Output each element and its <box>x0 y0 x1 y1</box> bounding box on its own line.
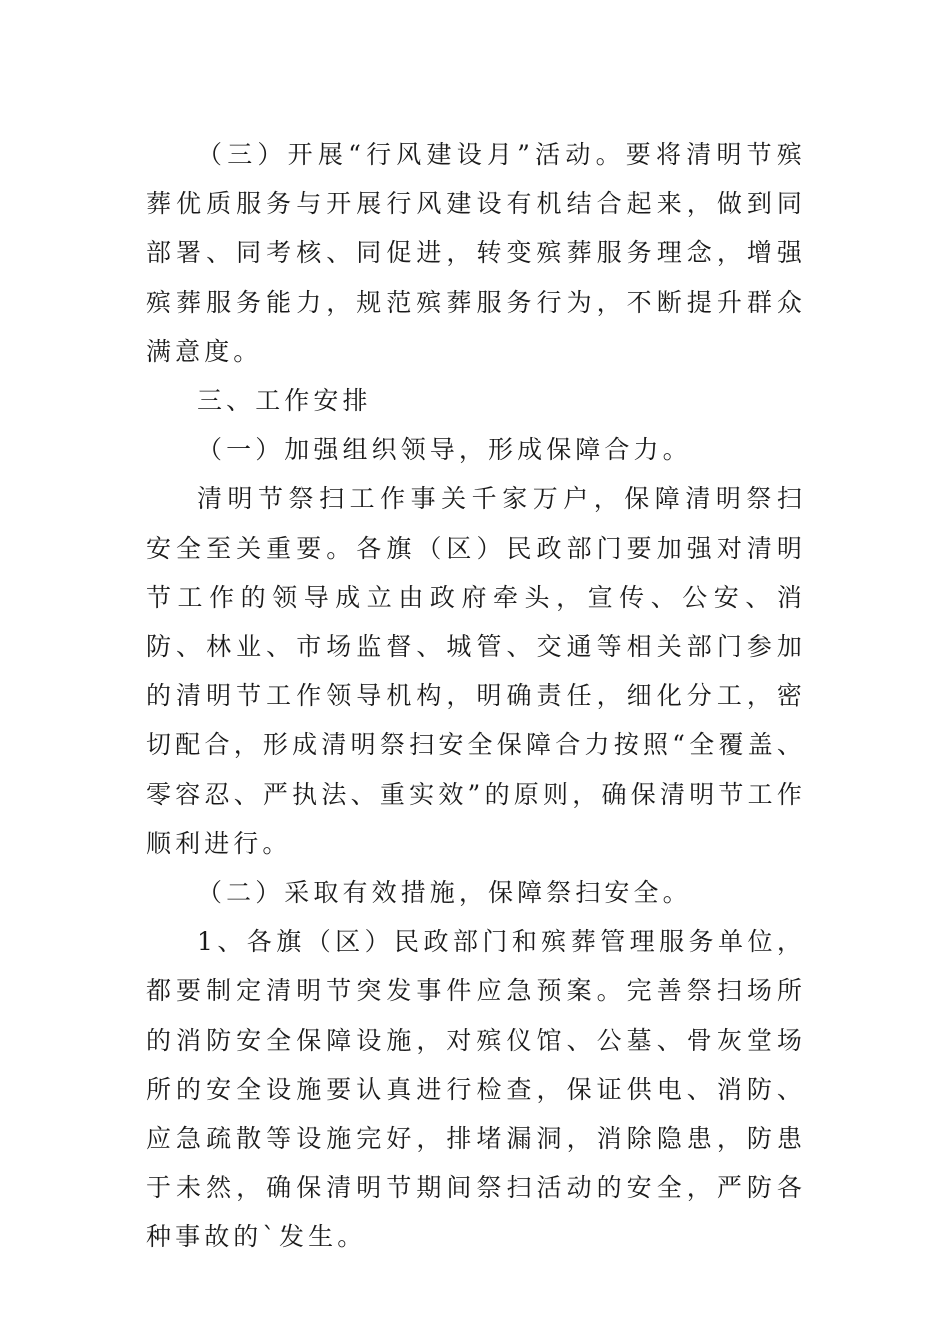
document-body <box>146 130 806 1262</box>
paragraph-item-3-conduct-month: （三）开展“行风建设月”活动。要将清明节殡葬优质服务与开展行风建设有机结合起来，做到同部署、同考核、同促进，转变殡葬服务理念，增强殡葬服务能力，规范殡葬服务行为，不断提升群众满意度。 <box>146 140 806 366</box>
section-heading-work-arrangement: 三、工作安排 <box>197 386 372 416</box>
paragraph-leadership-details: 清明节祭扫工作事关千家万户，保障清明祭扫安全至关重要。各旗（区）民政部门要加强对清明节工作的领导成立由政府牵头，宣传、公安、消防、林业、市场监督、城管、交通等相关部门参加的清明节工作领导机构，明确责任，细化分工，密切配合，形成清明祭扫安全保障合力按照“全覆盖、零容忍、严执法、重实效”的原则，确保清明节工作顺利进行。 <box>146 484 806 858</box>
paragraph-safety-item-1: 1、各旗（区）民政部门和殡葬管理服务单位，都要制定清明节突发事件应急预案。完善祭扫场所的消防安全保障设施，对殡仪馆、公墓、骨灰堂场所的安全设施要认真进行检查，保证供电、消防、应急疏散等设施完好，排堵漏洞，消除隐患，防患于未然，确保清明节期间祭扫活动的安全，严防各种事故的`发生。 <box>146 927 806 1252</box>
subheading-strengthen-leadership: （一）加强组织领导，形成保障合力。 <box>197 435 692 465</box>
subheading-safety-measures: （二）采取有效措施，保障祭扫安全。 <box>197 878 692 908</box>
